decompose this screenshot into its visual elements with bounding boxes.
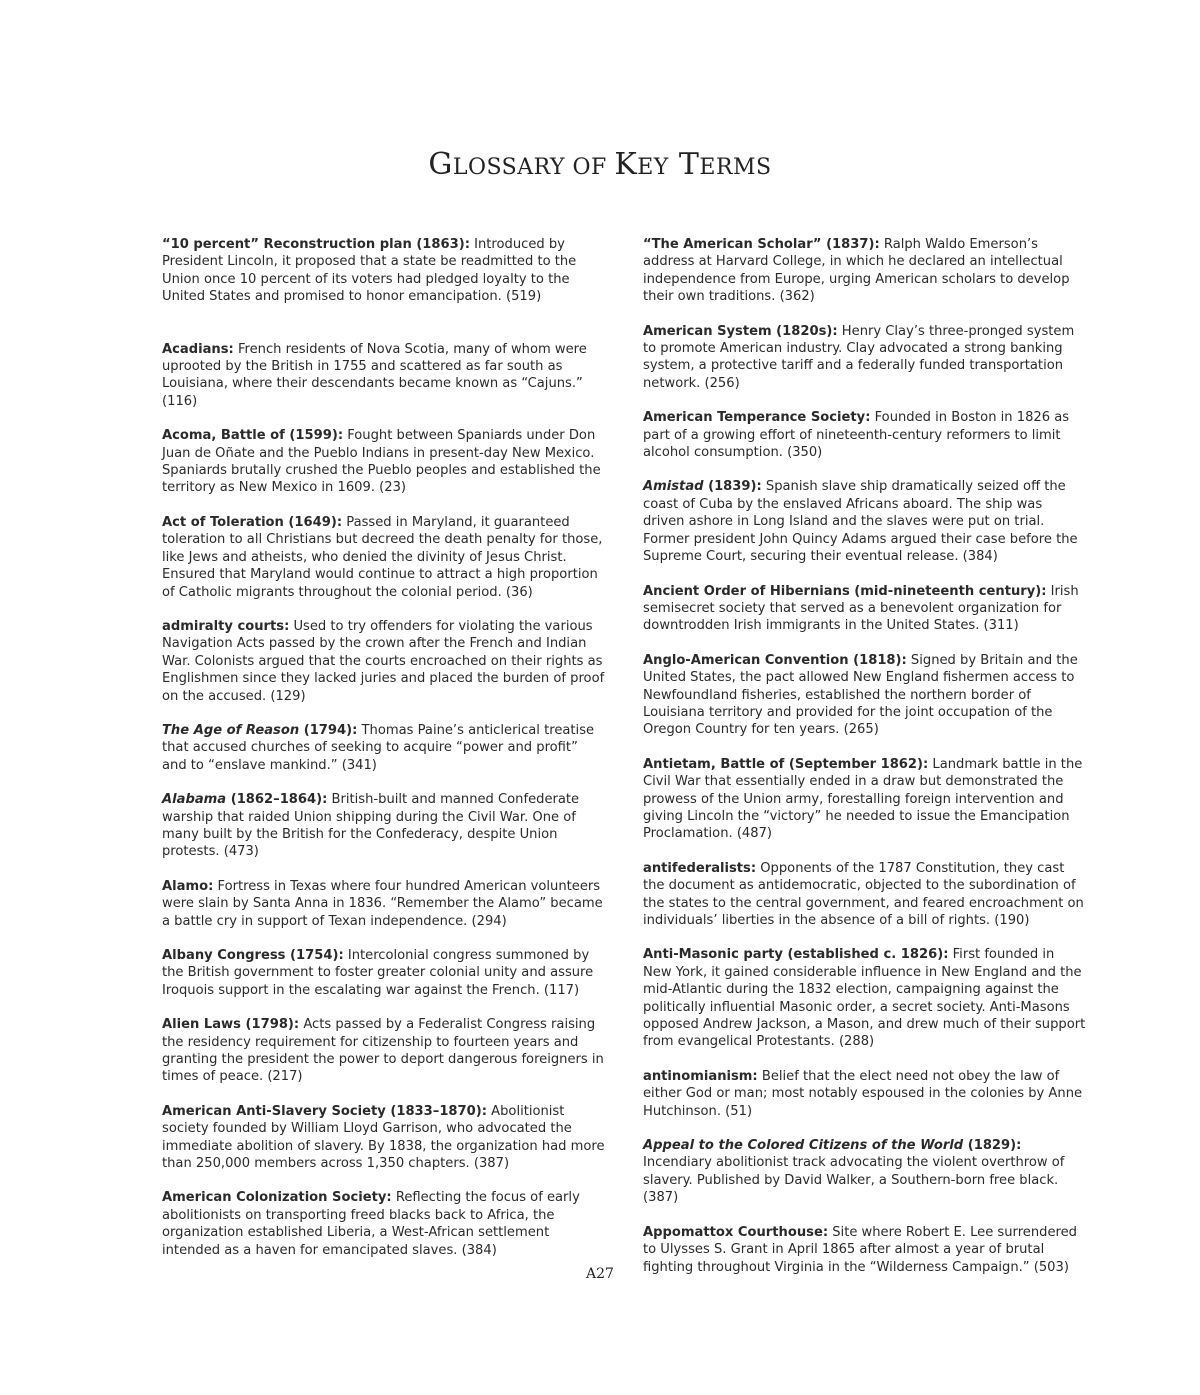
glossary-entry: Antietam, Battle of (September 1862): Landmark battle in the Civil War that essentially ended in a draw but demonstrated the prowess of the Union army, forestalling foreign intervention and giving Lincoln the “victory” he needed to issue the Emancipation Proclamation. (487) — [643, 756, 1083, 842]
glossary-entry: Appomattox Courthouse: Site where Robert E. Lee surrendered to Ulysses S. Grant in April 1865 after almost a year of brutal fighting throughout Virginia in the “Wilderness Campaign.” (503) — [643, 1224, 1077, 1275]
glossary-entry: Anglo-American Convention (1818): Signed by Britain and the United States, the pact allowed New England fishermen access to Newfoundland fisheries, established the northern border of Louisiana territory and provided for the joint occupation of the Oregon Country for ten years. (265) — [643, 652, 1078, 738]
glossary-entry: American Anti-Slavery Society (1833–1870): Abolitionist society founded by William Lloyd Garrison, who advocated the immediate abolition of slavery. By 1838, the organization had more than 250,000 members across 1,350 chapters. (387) — [162, 1103, 605, 1172]
glossary-entry: “The American Scholar” (1837): Ralph Waldo Emerson’s address at Harvard College, in which he declared an intellectual independence from Europe, urging American scholars to develop their own traditions. (362) — [643, 237, 1070, 305]
glossary-entry: Appeal to the Colored Citizens of the World (1829): Incendiary abolitionist track advocating the violent overthrow of slavery. Published by David Walker, a Southern-born free black. (387) — [643, 1138, 1065, 1206]
page-title: GLOSSARY OF KEY TERMS — [428, 147, 772, 182]
glossary-entry: Alamo: Fortress in Texas where four hundred American volunteers were slain by Santa Anna in 1836. “Remember the Alamo” became a battle cry in support of Texan independence. (294) — [162, 878, 603, 929]
glossary-entry: Act of Toleration (1649): Passed in Maryland, it guaranteed toleration to all Christians but decreed the death penalty for those, like Jews and atheists, who denied the divinity of Jesus Christ. Ensured that Maryland would continue to attract a high proportion of Catholic migrants throughout the colonial period. (36) — [162, 514, 603, 600]
glossary-entry: Anti-Masonic party (established c. 1826): First founded in New York, it gained considerable influence in New England and the mid-Atlantic during the 1832 election, campaigning against the politically influential Masonic order, a secret society. Anti-Masons opposed Andrew Jackson, a Mason, and drew much of their support from evangelical Protestants. (288) — [643, 947, 1086, 1050]
page-number: A27 — [586, 1266, 614, 1282]
glossary-entry: American Temperance Society: Founded in Boston in 1826 as part of a growing effort of nineteenth-century reformers to limit alcohol consumption. (350) — [643, 410, 1070, 461]
glossary-entry: antifederalists: Opponents of the 1787 Constitution, they cast the document as antidemocratic, objected to the subordination of the states to the central government, and feared encroachment on individuals’ liberties in the absence of a bill of rights. (190) — [643, 860, 1084, 928]
glossary-entry: “10 percent” Reconstruction plan (1863): Introduced by President Lincoln, it proposed that a state be readmitted to the Union once 10 percent of its voters had pledged loyalty to the United States and promised to honor emancipation. (519) — [162, 237, 577, 305]
glossary-entry: American System (1820s): Henry Clay’s three-pronged system to promote American industry. Clay advocated a strong banking system, a protective tariff and a federally funded transportation network. (256) — [643, 323, 1075, 391]
glossary-entry: Amistad (1839): Spanish slave ship dramatically seized off the coast of Cuba by the enslaved Africans aboard. The ship was driven ashore in Long Island and the slaves were put on trial. Former president John Quincy Adams argued their case before the Supreme Court, securing their eventual release. (384) — [643, 479, 1078, 565]
glossary-entry: Alien Laws (1798): Acts passed by a Federalist Congress raising the residency requirement for citizenship to fourteen years and granting the president the power to deport dangerous foreigners in times of peace. (217) — [162, 1017, 604, 1085]
glossary-entry: admiralty courts: Used to try offenders for violating the various Navigation Acts passed by the crown after the French and Indian War. Colonists argued that the courts encroached on their rights as Englishmen since they lacked juries and placed the burden of proof on the accused. (129) — [162, 618, 605, 704]
glossary-entry: Ancient Order of Hibernians (mid-nineteenth century): Irish semisecret society that served as a benevolent organization for downtrodden Irish immigrants in the United States. (311) — [643, 583, 1079, 634]
glossary-entry: Acadians: French residents of Nova Scotia, many of whom were uprooted by the British in 1755 and scattered as far south as Louisiana, where their descendants became known as “Cajuns.” (116) — [162, 341, 587, 409]
glossary-entry: Acoma, Battle of (1599): Fought between Spaniards under Don Juan de Oñate and the Pueblo Indians in present-day New Mexico. Spaniards brutally crushed the Pueblo peoples and established the territory as New Mexico in 1609. (23) — [162, 428, 601, 496]
glossary-column-right — [643, 236, 1087, 1293]
glossary-entry: The Age of Reason (1794): Thomas Paine’s anticlerical treatise that accused churches of seeking to acquire “power and profit” and to “enslave mankind.” (341) — [162, 722, 595, 773]
glossary-column-left — [162, 236, 606, 1276]
glossary-entry: Alabama (1862–1864): British-built and manned Confederate warship that raided Union shipping during the Civil War. One of many built by the British for the Confederacy, despite Union protests. (473) — [162, 792, 580, 860]
glossary-entry: antinomianism: Belief that the elect need not obey the law of either God or man; most notably espoused in the colonies by Anne Hutchinson. (51) — [643, 1068, 1083, 1119]
glossary-entry: American Colonization Society: Reflecting the focus of early abolitionists on transporting freed blacks back to Africa, the organization established Liberia, a West-African settlement intended as a haven for emancipated slaves. (384) — [162, 1190, 580, 1258]
glossary-entry: Albany Congress (1754): Intercolonial congress summoned by the British government to foster greater colonial unity and assure Iroquois support in the escalating war against the French. (117) — [162, 948, 594, 998]
